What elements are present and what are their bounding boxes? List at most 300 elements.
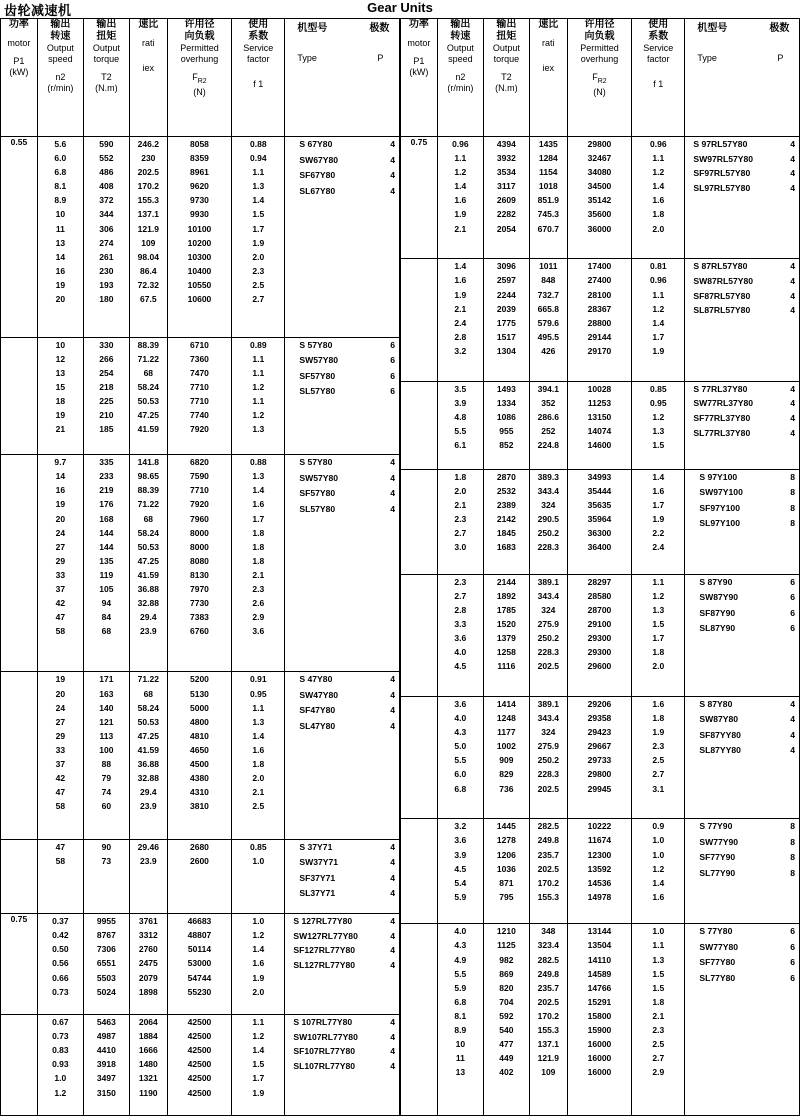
cell-service-factor bbox=[632, 924, 685, 1116]
type-name: SF47Y80 bbox=[299, 705, 336, 716]
data-value: 10100 bbox=[187, 223, 212, 234]
spec-group-row bbox=[401, 696, 800, 818]
data-value: 275.9 bbox=[537, 618, 559, 629]
spec-tables-container bbox=[0, 18, 800, 1116]
data-value: 1.6 bbox=[652, 485, 665, 496]
data-value: 4.5 bbox=[454, 661, 467, 672]
type-poles: 6 bbox=[790, 623, 795, 634]
data-value: 224.8 bbox=[537, 440, 559, 451]
data-value: 252 bbox=[541, 426, 556, 437]
type-name: S 97Y100 bbox=[699, 471, 738, 482]
data-value: 113 bbox=[99, 730, 114, 741]
type-entry bbox=[699, 940, 795, 956]
data-value: 249.8 bbox=[537, 968, 559, 979]
data-value: 1.4 bbox=[252, 485, 265, 496]
data-value: 5000 bbox=[190, 702, 209, 713]
data-value: 13 bbox=[55, 237, 66, 248]
data-value: 7710 bbox=[190, 381, 209, 392]
data-value: 3117 bbox=[497, 181, 516, 192]
data-value: 1785 bbox=[496, 604, 516, 615]
data-value: 246.2 bbox=[137, 139, 159, 149]
data-value: 12 bbox=[55, 353, 66, 364]
data-value: 2.3 bbox=[652, 1025, 665, 1036]
type-poles: 4 bbox=[790, 305, 795, 316]
type-poles: 8 bbox=[790, 836, 795, 847]
header-cell-speed-ratio-right: 速比 rati iex bbox=[529, 19, 567, 137]
table-header-right bbox=[401, 19, 800, 137]
data-value: 1.5 bbox=[652, 982, 665, 993]
data-value: 5503 bbox=[96, 972, 116, 983]
data-value: 4.9 bbox=[454, 954, 467, 965]
data-value: 7306 bbox=[96, 944, 116, 955]
data-value: 36.88 bbox=[137, 759, 159, 769]
data-value: 42500 bbox=[187, 1017, 212, 1028]
cell-output-torque bbox=[483, 924, 529, 1116]
data-value: 230 bbox=[99, 265, 114, 276]
data-value: 24 bbox=[55, 702, 66, 713]
data-value: 73 bbox=[101, 855, 112, 866]
type-name: S 127RL77Y80 bbox=[293, 916, 353, 927]
data-value: 2.7 bbox=[454, 527, 467, 538]
type-entry bbox=[299, 688, 395, 704]
cell-speed-ratio bbox=[129, 839, 167, 913]
type-poles: 6 bbox=[390, 386, 395, 397]
cell-output-speed bbox=[37, 137, 83, 338]
data-value: 1154 bbox=[539, 167, 558, 178]
data-value: 1.7 bbox=[652, 632, 665, 643]
data-value: 0.50 bbox=[52, 944, 69, 955]
data-value: 330 bbox=[99, 339, 114, 350]
data-value: 1.2 bbox=[454, 167, 467, 178]
data-value: 871 bbox=[499, 877, 514, 888]
cell-type-list bbox=[685, 574, 800, 696]
data-value: 16 bbox=[55, 485, 66, 496]
type-entry bbox=[699, 516, 795, 532]
type-name: SL87YY80 bbox=[699, 745, 741, 756]
data-value: 14 bbox=[55, 471, 66, 482]
type-name: SL107RL77Y80 bbox=[293, 1060, 355, 1071]
data-value: 7730 bbox=[190, 598, 209, 609]
type-name: SW97RL57Y80 bbox=[693, 153, 754, 164]
type-entry bbox=[699, 712, 795, 728]
data-value: 2680 bbox=[190, 841, 209, 852]
cell-type-list bbox=[685, 696, 800, 818]
data-value: 144 bbox=[99, 527, 114, 538]
data-value: 1.2 bbox=[252, 1031, 265, 1042]
type-entry bbox=[699, 470, 795, 486]
data-value: 1.8 bbox=[652, 713, 665, 724]
spec-group-row bbox=[401, 137, 800, 259]
data-value: 2.7 bbox=[252, 294, 265, 305]
data-value: 7970 bbox=[190, 584, 209, 595]
data-value: 2079 bbox=[138, 972, 158, 983]
cell-service-factor bbox=[632, 259, 685, 381]
data-value: 28700 bbox=[587, 604, 612, 615]
type-name: SW57Y80 bbox=[299, 355, 339, 366]
data-value: 1.2 bbox=[252, 381, 265, 392]
data-value: 10028 bbox=[587, 383, 612, 394]
data-value: 7710 bbox=[190, 396, 209, 407]
data-value: 2.4 bbox=[652, 541, 665, 552]
data-value: 34993 bbox=[587, 471, 612, 482]
data-value: 7920 bbox=[190, 499, 209, 510]
data-value: 2760 bbox=[138, 944, 158, 955]
data-value: 1480 bbox=[138, 1059, 158, 1070]
data-value: 1.3 bbox=[652, 604, 665, 615]
cell-output-speed bbox=[37, 337, 83, 455]
data-value: 2.2 bbox=[652, 527, 665, 538]
data-value: 394.1 bbox=[537, 383, 559, 394]
data-value: 53000 bbox=[187, 958, 212, 969]
data-value: 42500 bbox=[187, 1059, 212, 1070]
data-value: 1845 bbox=[496, 527, 516, 538]
cell-output-torque bbox=[83, 672, 129, 839]
cell-motor-power bbox=[401, 924, 438, 1116]
data-value: 33 bbox=[55, 744, 66, 755]
type-poles: 4 bbox=[390, 959, 395, 970]
cell-output-torque bbox=[83, 137, 129, 338]
cell-motor-power bbox=[401, 381, 438, 469]
data-value: 3.9 bbox=[454, 397, 467, 408]
data-value: 121 bbox=[99, 716, 114, 727]
cell-motor-power bbox=[401, 696, 438, 818]
data-value: 426 bbox=[541, 345, 556, 356]
data-value: 5.9 bbox=[454, 891, 467, 902]
cell-type-list bbox=[285, 137, 400, 338]
data-value: 5130 bbox=[190, 688, 209, 699]
data-value: 665.8 bbox=[537, 303, 559, 314]
type-name: SF77RL37Y80 bbox=[693, 412, 751, 423]
data-value: 306 bbox=[99, 223, 114, 234]
data-value: 29800 bbox=[587, 769, 612, 780]
type-name: S 37Y71 bbox=[299, 841, 333, 852]
data-value: 2.4 bbox=[454, 317, 467, 328]
type-list bbox=[685, 575, 799, 637]
data-value: 552 bbox=[99, 153, 114, 164]
data-value: 1445 bbox=[496, 821, 516, 832]
type-list bbox=[285, 137, 399, 199]
data-value: 202.5 bbox=[537, 996, 559, 1007]
data-value: 4810 bbox=[190, 730, 209, 741]
data-value: 324 bbox=[541, 604, 556, 615]
type-poles: 4 bbox=[390, 674, 395, 685]
data-value: 14600 bbox=[587, 440, 612, 451]
data-value: 8.9 bbox=[454, 1025, 467, 1036]
type-entry bbox=[699, 924, 795, 940]
data-value: 2.5 bbox=[652, 755, 665, 766]
cell-type-list bbox=[685, 381, 800, 469]
data-value: 3497 bbox=[96, 1073, 116, 1084]
data-value: 3810 bbox=[190, 801, 209, 812]
data-value: 8.1 bbox=[454, 1010, 467, 1021]
data-value: 0.96 bbox=[650, 139, 667, 149]
type-name: SW57Y80 bbox=[299, 472, 339, 483]
type-poles: 4 bbox=[790, 714, 795, 725]
header-cell-output-speed-right: 输出 转速 Output speed n2 (r/min) bbox=[437, 19, 483, 137]
type-entry bbox=[299, 840, 395, 856]
data-value: 10300 bbox=[187, 251, 212, 262]
data-value: 4987 bbox=[96, 1031, 116, 1042]
type-list bbox=[285, 840, 399, 902]
type-list bbox=[685, 697, 799, 759]
data-value: 1.5 bbox=[252, 209, 265, 220]
type-poles: 8 bbox=[790, 518, 795, 528]
data-value: 29170 bbox=[587, 345, 612, 356]
data-value: 0.81 bbox=[650, 261, 667, 272]
data-value: 42 bbox=[55, 773, 66, 784]
data-value: 1.5 bbox=[652, 618, 665, 629]
cell-type-list bbox=[285, 839, 400, 913]
data-value: 389.3 bbox=[537, 471, 559, 482]
data-value: 0.56 bbox=[52, 958, 69, 969]
type-name: SF37Y71 bbox=[299, 872, 336, 883]
type-name: SF87Y90 bbox=[699, 607, 736, 618]
type-poles: 4 bbox=[390, 916, 395, 927]
data-value: 29 bbox=[55, 555, 66, 566]
data-value: 42 bbox=[55, 598, 66, 609]
cell-permitted-overhung bbox=[567, 819, 631, 924]
data-value: 7960 bbox=[190, 513, 209, 524]
data-value: 732.7 bbox=[537, 289, 559, 300]
type-entry bbox=[693, 166, 795, 181]
type-list bbox=[285, 1015, 399, 1073]
cell-service-factor bbox=[232, 455, 285, 672]
data-value: 2.0 bbox=[454, 485, 467, 496]
data-value: 2.1 bbox=[454, 223, 467, 234]
type-entry bbox=[699, 590, 795, 606]
data-value: 266 bbox=[99, 353, 114, 364]
header-cell-motor-power-left: 功率 motor P1 (kW) bbox=[1, 19, 38, 137]
data-value: 250.2 bbox=[537, 632, 559, 643]
type-name: SF57Y80 bbox=[299, 370, 336, 381]
type-name: S 57Y80 bbox=[299, 339, 333, 350]
data-value: 2.8 bbox=[454, 331, 467, 342]
cell-motor-power: 0.75 bbox=[1, 914, 38, 1015]
type-poles: 4 bbox=[790, 745, 795, 756]
type-poles: 4 bbox=[390, 705, 395, 716]
data-value: 829 bbox=[499, 769, 514, 780]
data-value: 1.0 bbox=[54, 1073, 67, 1084]
type-name: S 107RL77Y80 bbox=[293, 1017, 353, 1028]
type-entry bbox=[693, 274, 795, 289]
cell-output-speed bbox=[437, 819, 483, 924]
data-value: 4.3 bbox=[454, 727, 467, 738]
data-value: 2.1 bbox=[454, 499, 467, 510]
cell-service-factor bbox=[232, 839, 285, 913]
type-poles: 4 bbox=[390, 1046, 395, 1057]
cell-output-torque bbox=[483, 137, 529, 259]
type-list bbox=[285, 338, 399, 400]
data-value: 0.95 bbox=[250, 688, 267, 699]
type-poles: 4 bbox=[790, 182, 795, 193]
data-value: 2.9 bbox=[652, 1067, 665, 1078]
type-entry bbox=[299, 471, 395, 487]
data-value: 261 bbox=[99, 251, 114, 262]
data-value: 6820 bbox=[190, 457, 209, 468]
cell-output-speed bbox=[37, 455, 83, 672]
data-value: 58 bbox=[55, 801, 66, 812]
data-value: 1284 bbox=[538, 153, 558, 164]
data-value: 1258 bbox=[496, 647, 516, 658]
type-poles: 8 bbox=[790, 471, 795, 482]
data-value: 1190 bbox=[139, 1087, 158, 1098]
data-value: 5024 bbox=[96, 986, 116, 997]
data-value: 34080 bbox=[587, 167, 612, 178]
data-value: 8000 bbox=[190, 541, 209, 552]
type-name: SW97Y100 bbox=[699, 487, 743, 497]
type-entry bbox=[699, 485, 795, 501]
data-value: 495.5 bbox=[537, 331, 559, 342]
data-value: 48807 bbox=[187, 930, 212, 941]
data-value: 2.1 bbox=[454, 303, 467, 314]
data-value: 233 bbox=[99, 471, 114, 482]
data-value: 343.4 bbox=[537, 590, 559, 601]
data-value: 372 bbox=[99, 195, 114, 206]
data-value: 121.9 bbox=[537, 1053, 559, 1064]
type-entry bbox=[693, 289, 795, 304]
data-value: 2.5 bbox=[252, 279, 265, 290]
spec-group-row bbox=[1, 839, 400, 913]
data-value: 335 bbox=[99, 457, 114, 468]
data-value: 14 bbox=[55, 251, 66, 262]
data-value: 47.25 bbox=[137, 555, 159, 566]
data-value: 202.5 bbox=[537, 863, 559, 874]
type-poles: 4 bbox=[790, 412, 795, 423]
data-value: 15291 bbox=[587, 996, 612, 1007]
type-entry bbox=[293, 1030, 395, 1045]
type-name: SL37Y71 bbox=[299, 888, 336, 899]
data-value: 55230 bbox=[187, 986, 212, 997]
data-value: 20 bbox=[55, 294, 66, 305]
data-value: 408 bbox=[99, 181, 114, 192]
cell-service-factor bbox=[632, 696, 685, 818]
type-name: SL87RL57Y80 bbox=[693, 305, 751, 316]
data-value: 851.9 bbox=[537, 195, 559, 206]
data-value: 32467 bbox=[587, 153, 612, 164]
data-value: 7710 bbox=[190, 485, 209, 496]
cell-output-speed bbox=[437, 574, 483, 696]
type-name: SL67Y80 bbox=[299, 185, 336, 196]
data-value: 1.6 bbox=[252, 958, 265, 969]
type-poles: 8 bbox=[790, 852, 795, 863]
data-value: 6760 bbox=[190, 626, 209, 637]
type-poles: 4 bbox=[390, 488, 395, 499]
cell-type-list bbox=[685, 259, 800, 381]
data-value: 8961 bbox=[190, 167, 209, 178]
data-value: 8058 bbox=[190, 139, 209, 149]
header-cell-output-speed-left: 输出 转速 Output speed n2 (r/min) bbox=[37, 19, 83, 137]
data-value: 0.73 bbox=[52, 1031, 69, 1042]
data-value: 5.5 bbox=[454, 968, 467, 979]
data-value: 1892 bbox=[496, 590, 516, 601]
data-value: 71.22 bbox=[137, 353, 159, 364]
type-entry bbox=[693, 181, 795, 196]
data-value: 4394 bbox=[496, 139, 516, 149]
data-value: 72.32 bbox=[137, 279, 159, 290]
data-value: 1036 bbox=[496, 863, 516, 874]
type-name: SW107RL77Y80 bbox=[293, 1031, 358, 1042]
cell-speed-ratio bbox=[529, 469, 567, 574]
data-value: 1.1 bbox=[454, 153, 467, 164]
data-value: 185 bbox=[99, 424, 114, 435]
data-value: 170.2 bbox=[537, 1010, 559, 1021]
data-value: 58.24 bbox=[137, 381, 159, 392]
data-value: 1.2 bbox=[54, 1087, 67, 1098]
data-value: 1.7 bbox=[252, 1073, 265, 1084]
type-name: SW87RL57Y80 bbox=[693, 275, 754, 286]
cell-permitted-overhung bbox=[167, 839, 231, 913]
data-value: 282.5 bbox=[537, 821, 559, 832]
type-poles: 8 bbox=[790, 821, 795, 832]
data-value: 16000 bbox=[587, 1039, 612, 1050]
data-value: 3.6 bbox=[454, 835, 467, 846]
type-name: S 87Y80 bbox=[699, 698, 733, 709]
cell-service-factor bbox=[232, 337, 285, 455]
data-value: 2.5 bbox=[652, 1039, 665, 1050]
cell-permitted-overhung bbox=[567, 469, 631, 574]
type-name: S 97RL57Y80 bbox=[693, 139, 748, 149]
cell-output-speed bbox=[37, 914, 83, 1015]
type-name: SW77Y80 bbox=[699, 941, 739, 952]
type-entry bbox=[699, 819, 795, 835]
data-value: 6.0 bbox=[454, 769, 467, 780]
data-value: 50114 bbox=[187, 944, 212, 955]
data-value: 1.1 bbox=[252, 396, 265, 407]
data-value: 0.88 bbox=[250, 457, 267, 468]
data-value: 2.3 bbox=[454, 576, 467, 587]
data-value: 3.6 bbox=[454, 632, 467, 643]
data-value: 2.9 bbox=[252, 612, 265, 623]
type-name: SF67Y80 bbox=[299, 170, 336, 180]
data-value: 29600 bbox=[587, 661, 612, 672]
data-value: 29100 bbox=[587, 618, 612, 629]
data-value: 34500 bbox=[587, 181, 612, 192]
type-name: SL87Y90 bbox=[699, 623, 736, 634]
type-entry bbox=[299, 384, 395, 400]
type-entry bbox=[699, 728, 795, 744]
cell-output-torque bbox=[483, 819, 529, 924]
data-value: 100 bbox=[99, 744, 114, 755]
data-value: 1116 bbox=[497, 661, 516, 672]
data-value: 286.6 bbox=[537, 411, 559, 422]
data-value: 1321 bbox=[138, 1073, 158, 1084]
data-value: 35964 bbox=[587, 513, 612, 524]
type-entry bbox=[299, 184, 395, 200]
data-value: 1.4 bbox=[652, 877, 665, 888]
data-value: 19 bbox=[55, 674, 66, 685]
cell-output-torque bbox=[483, 259, 529, 381]
spec-group-row bbox=[401, 819, 800, 924]
data-value: 2039 bbox=[496, 303, 516, 314]
type-entry bbox=[293, 914, 395, 929]
type-poles: 4 bbox=[390, 930, 395, 941]
data-value: 2609 bbox=[496, 195, 516, 206]
data-value: 352 bbox=[541, 397, 556, 408]
cell-service-factor bbox=[232, 1015, 285, 1116]
data-value: 2142 bbox=[496, 513, 516, 524]
data-value: 1.0 bbox=[652, 849, 665, 860]
data-value: 1.9 bbox=[454, 289, 467, 300]
type-entry bbox=[299, 672, 395, 688]
data-value: 47.25 bbox=[137, 730, 159, 741]
data-value: 10400 bbox=[187, 265, 212, 276]
cell-permitted-overhung bbox=[167, 337, 231, 455]
type-poles: 6 bbox=[790, 941, 795, 952]
cell-speed-ratio bbox=[529, 137, 567, 259]
type-entry bbox=[299, 703, 395, 719]
data-value: 19 bbox=[55, 499, 66, 510]
data-value: 47.25 bbox=[137, 410, 159, 421]
